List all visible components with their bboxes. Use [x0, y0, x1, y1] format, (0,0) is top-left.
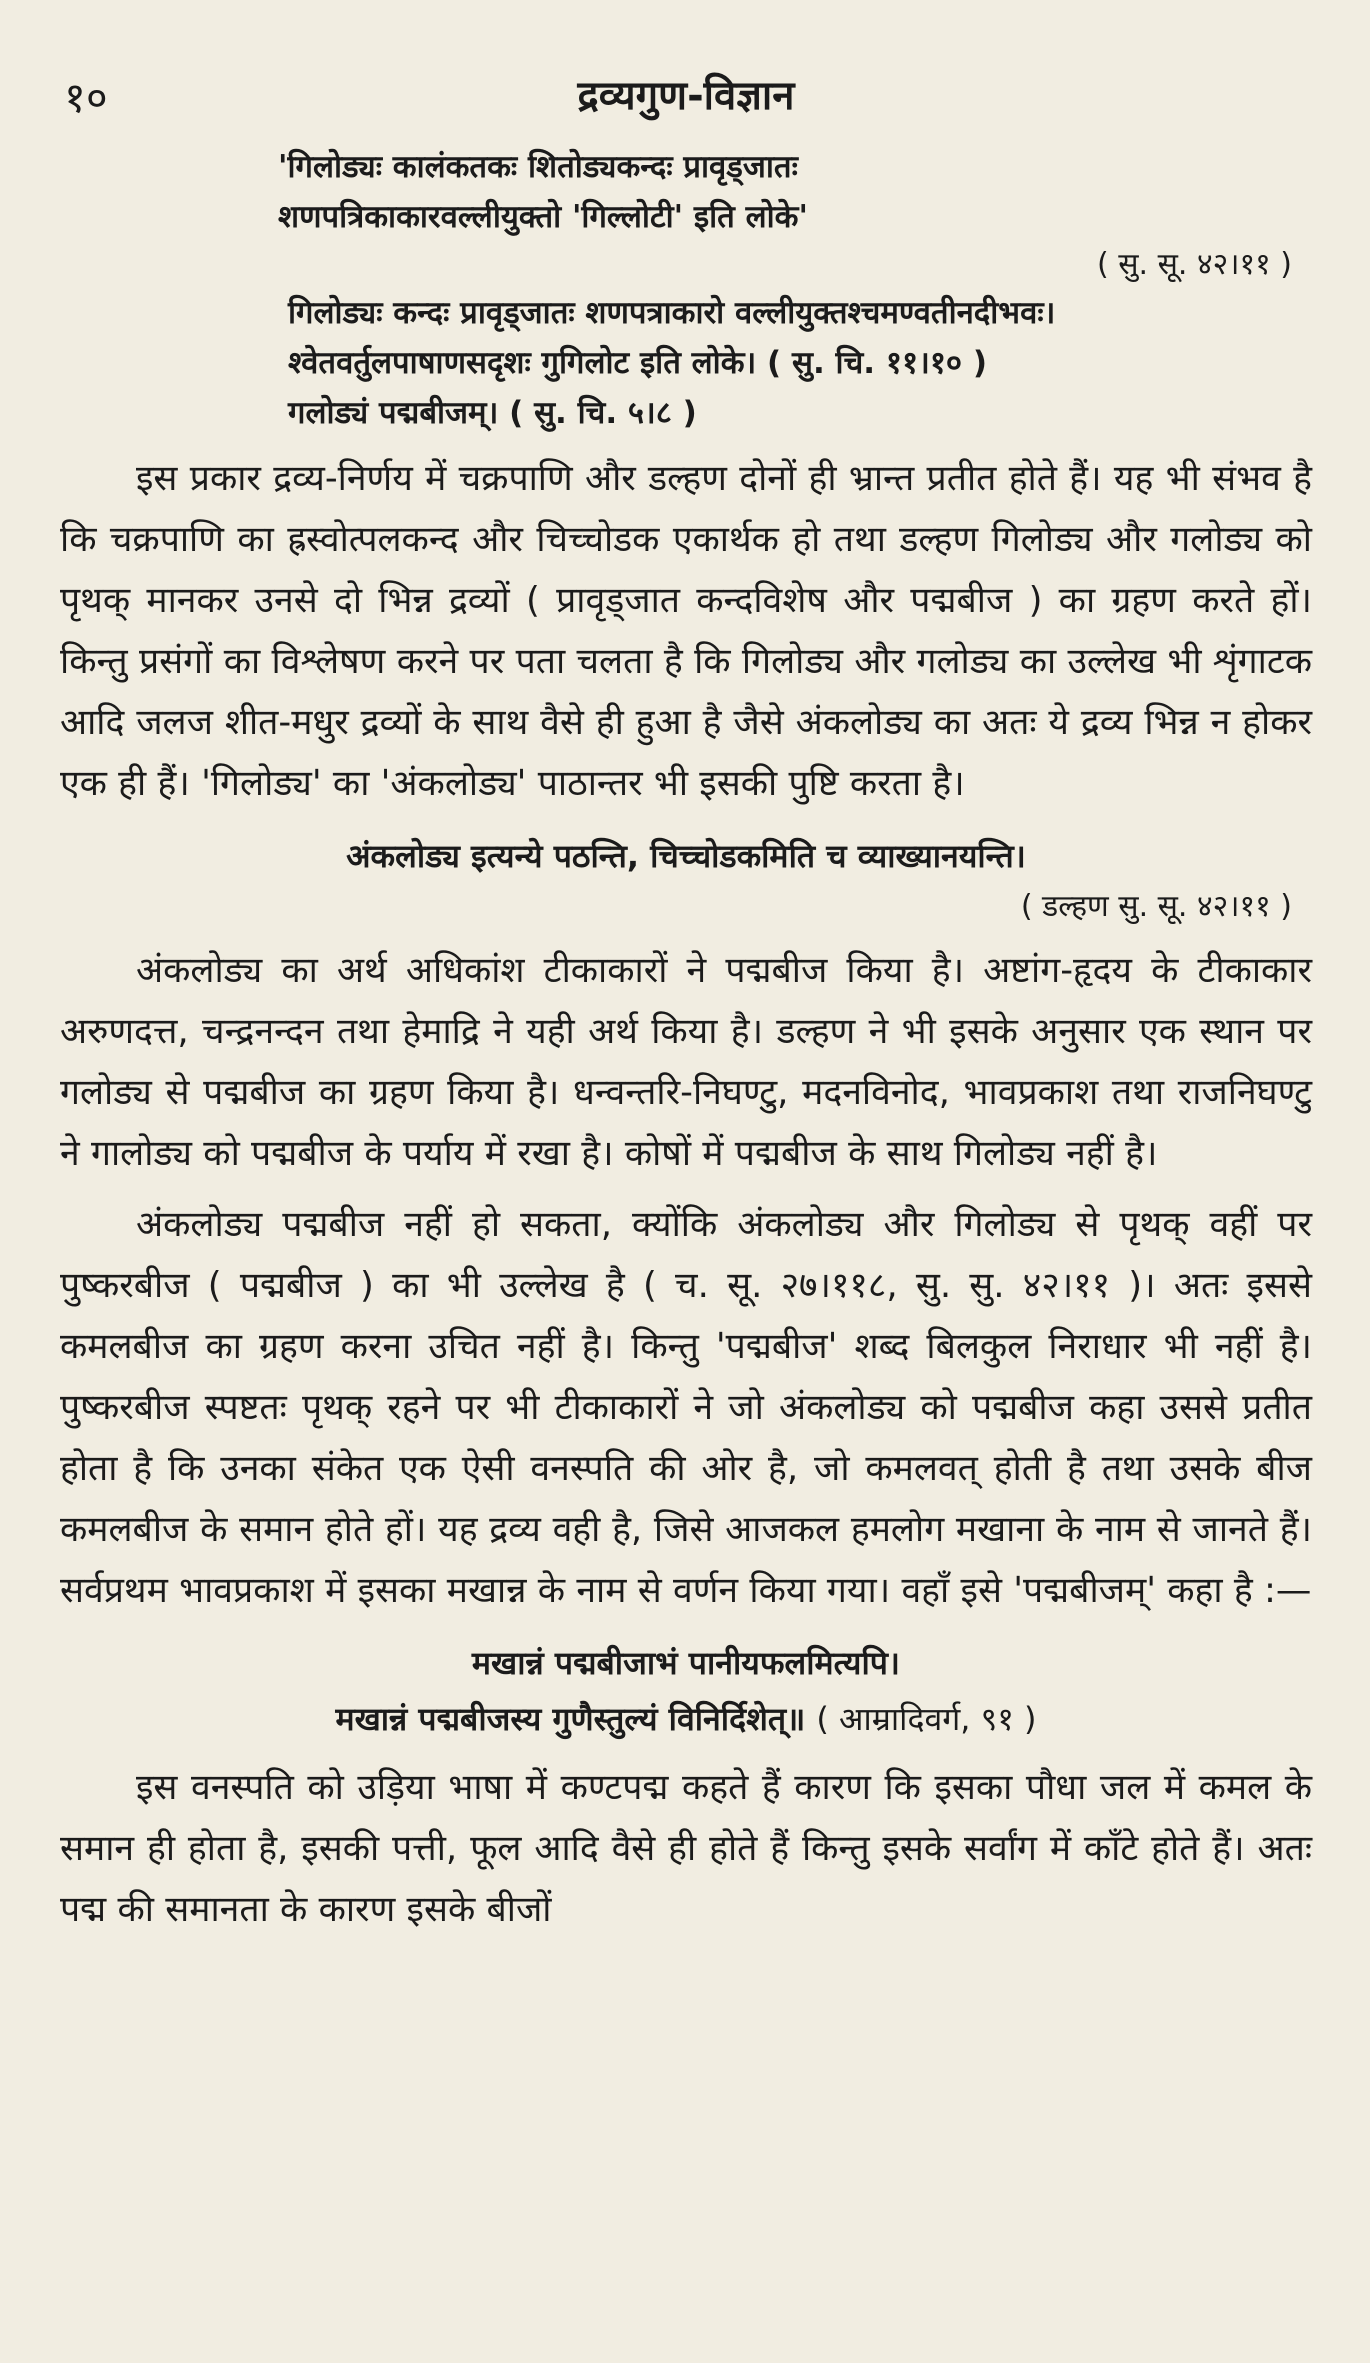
quote-line: मखान्नं पद्मबीजाभं पानीयफलमित्यपि। — [471, 1644, 901, 1682]
quote-citation: ( डल्हण सु. सू. ४२।११ ) — [1020, 889, 1292, 924]
quote-citation: ( आम्रादिवर्ग, ९१ ) — [816, 1700, 1037, 1738]
verse-block-2 — [60, 288, 1312, 438]
verse-line: शणपत्रिकाकारवल्लीयुक्तो 'गिल्लोटी' इति लोके' — [278, 199, 808, 235]
paragraph: अंकलोड्य पद्मबीज नहीं हो सकता, क्योंकि अंकलोड्य और गिलोड्य से पृथक् वहीं पर पुष्करबीज ( पद्मबीज ) का भी उल्लेख है ( च. सू. २७।११८, सु. सु. ४२।११ )। अतः इससे कमलबीज का ग्रहण करना उचित नहीं है। किन्तु 'पद्मबीज' शब्द बिलकुल निराधार भी नहीं है। पुष्करबीज स्पष्टतः पृथक् रहने पर भी टीकाकारों ने जो अंकलोड्य को पद्मबीज कहा उससे प्रतीत होता है कि उनका संकेत एक ऐसी वनस्पति की ओर है, जो कमलवत् होती है तथा उसके बीज कमलबीज के समान होते हों। यह द्रव्य वही है, जिसे आजकल हमलोग मखाना के नाम से जानते हैं। सर्वप्रथम भावप्रकाश में इसका मखान्न के नाम से वर्णन किया गया। वहाँ इसे 'पद्मबीजम्' कहा है :— — [60, 1204, 1312, 1611]
paragraph: इस प्रकार द्रव्य-निर्णय में चक्रपाणि और डल्हण दोनों ही भ्रान्त प्रतीत होते हैं। यह भी संभव है कि चक्रपाणि का ह्रस्वोत्पलकन्द और चिच्चोडक एकार्थक हो तथा डल्हण गिलोड्य और गलोड्य को पृथक् मानकर उनसे दो भिन्न द्रव्यों ( प्रावृड्जात कन्दविशेष और पद्मबीज ) का ग्रहण करते हों। किन्तु प्रसंगों का विश्लेषण करने पर पता चलता है कि गिलोड्य और गलोड्य का उल्लेख भी शृंगाटक आदि जलज शीत-मधुर द्रव्यों के साथ वैसे ही हुआ है जैसे अंकलोड्य का अतः ये द्रव्य भिन्न न होकर एक ही हैं। 'गिलोड्य' का 'अंकलोड्य' पाठान्तर भी इसकी पुष्टि करता है। — [60, 458, 1312, 804]
verse-block-1 — [60, 142, 1312, 242]
paragraph: अंकलोड्य का अर्थ अधिकांश टीकाकारों ने पद्मबीज किया है। अष्टांग-हृदय के टीकाकार अरुणदत्त, चन्द्रनन्दन तथा हेमाद्रि ने यही अर्थ किया है। डल्हण ने भी इसके अनुसार एक स्थान पर गलोड्य से पद्मबीज का ग्रहण किया है। धन्वन्तरि-निघण्टु, मदनविनोद, भावप्रकाश तथा राजनिघण्टु ने गालोड्य को पद्मबीज के पर्याय में रखा है। कोषों में पद्मबीज के साथ गिलोड्य नहीं है। — [60, 950, 1312, 1174]
page-number: १० — [64, 73, 108, 122]
verse-line: गिलोड्यः कन्दः प्रावृड्जातः शणपत्राकारो वल्लीयुक्तश्चमण्वतीनदीभवः। — [288, 295, 1056, 331]
verse-line: श्वेतवर्तुलपाषाणसदृशः गुगिलोट इति लोके। ( सु. चि. ११।१० ) — [288, 345, 988, 381]
quote-line — [60, 1691, 1312, 1747]
quote-block-1 — [60, 828, 1312, 884]
verse-line: गलोड्यं पद्मबीजम्। ( सु. चि. ५।८ ) — [288, 395, 697, 431]
page-header — [60, 62, 1312, 142]
quote-text: अंकलोड्य इत्यन्ये पठन्ति, चिच्चोडकमिति च व्याख्यानयन्ति। — [346, 837, 1026, 875]
verse-line: 'गिलोड्यः कालंकतकः शितोड्यकन्दः प्रावृड्जातः — [278, 149, 798, 185]
verse-citation: ( सु. सू. ४२।११ ) — [1097, 247, 1292, 282]
quote-line-text: मखान्नं पद्मबीजस्य गुणैस्तुल्यं विनिर्दिशेत्॥ — [335, 1700, 806, 1738]
paragraph: इस वनस्पति को उड़िया भाषा में कण्टपद्म कहते हैं कारण कि इसका पौधा जल में कमल के समान ही होता है, इसकी पत्ती, फूल आदि वैसे ही होते हैं किन्तु इसके सर्वांग में काँटे होते हैं। अतः पद्म की समानता के कारण इसके बीजों — [60, 1767, 1312, 1930]
running-title: द्रव्यगुण-विज्ञान — [577, 73, 795, 119]
quote-block-2 — [60, 1635, 1312, 1747]
